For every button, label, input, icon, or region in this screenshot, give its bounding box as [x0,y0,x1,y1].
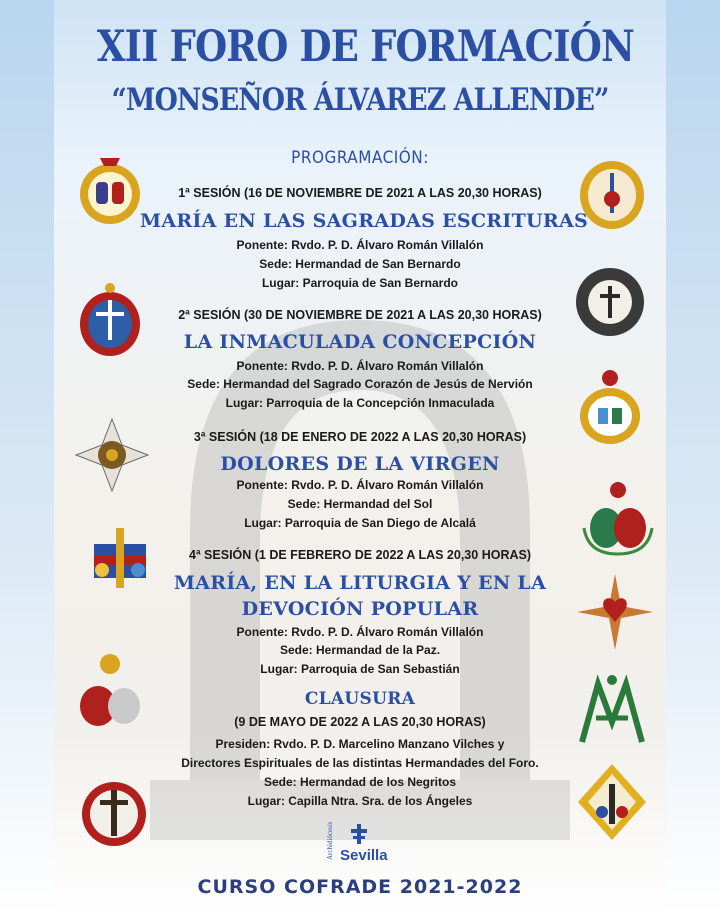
clausura-presiden-line1: Presiden: Rvdo. P. D. Marcelino Manzano Vilches y [215,737,505,751]
right-border [666,0,720,916]
crest-san-bernardo-icon [70,150,150,230]
crest-concepcion-icon [570,368,650,448]
clausura-lugar: Lugar: Capilla Ntra. Sra. de los Ángeles [247,794,473,808]
session-2-title: LA INMACULADA CONCEPCIÓN [183,331,537,353]
crest-sacred-heart-icon [575,572,655,652]
session-4-lugar: Lugar: Parroquia de San Sebastián [260,662,460,676]
crest-sun-cross-icon [570,262,650,342]
crest-negritos-icon [74,770,154,850]
clausura-sede: Sede: Hermandad de los Negritos [263,775,457,789]
session-4-date: 4ª SESIÓN (1 DE FEBRERO DE 2022 A LAS 20,30 HORAS) [189,548,531,562]
poster-subtitle: “MONSEÑOR ÁLVAREZ ALLENDE” [111,82,609,118]
programacion-heading: PROGRAMACIÓN: [291,148,429,168]
crest-marian-monogram-icon [572,672,652,752]
crest-san-sebastian-icon [70,650,150,730]
archdiocese-sevilla-logo [326,822,396,866]
crest-sagrado-corazon-icon [70,280,150,360]
clausura-date: (9 DE MAYO DE 2022 A LAS 20,30 HORAS) [234,715,486,729]
session-4-title-line1: MARÍA, EN LA LITURGIA Y EN LA [173,572,547,594]
session-4-sede: Sede: Hermandad de la Paz. [279,643,441,657]
session-3-ponente: Ponente: Rvdo. P. D. Álvaro Román Villalón [236,478,484,492]
session-1-ponente: Ponente: Rvdo. P. D. Álvaro Román Villalón [236,238,484,252]
session-2-date: 2ª SESIÓN (30 DE NOVIEMBRE DE 2021 A LAS 20,30 HORAS) [178,308,542,322]
crest-angeles-icon [572,762,652,842]
logo-text: Sevilla [340,847,388,864]
session-3-sede: Sede: Hermandad del Sol [287,497,433,511]
crest-right-1-icon [572,155,652,235]
session-1-title: MARÍA EN LAS SAGRADAS ESCRITURAS [140,210,589,232]
session-3-title: DOLORES DE LA VIRGEN [220,453,500,475]
session-1-date: 1ª SESIÓN (16 DE NOVIEMBRE DE 2021 A LAS 20,30 HORAS) [178,186,542,200]
session-2-lugar: Lugar: Parroquia de la Concepción Inmaculada [225,396,495,410]
session-1-sede: Sede: Hermandad de San Bernardo [259,257,461,271]
session-2-ponente: Ponente: Rvdo. P. D. Álvaro Román Villalón [236,359,484,373]
poster-title: XII FORO DE FORMACIÓN [96,22,634,72]
logo-small-text: Archidiócesis [326,822,334,860]
crest-paz-icon [80,520,160,600]
crest-dolores-icon [578,478,658,558]
session-3-lugar: Lugar: Parroquia de San Diego de Alcalá [244,516,476,530]
session-4-ponente: Ponente: Rvdo. P. D. Álvaro Román Villalón [236,625,484,639]
footer-course-title: CURSO COFRADE 2021-2022 [197,876,523,898]
session-3-date: 3ª SESIÓN (18 DE ENERO DE 2022 A LAS 20,30 HORAS) [193,430,527,444]
session-2-sede: Sede: Hermandad del Sagrado Corazón de Jesús de Nervión [187,377,533,391]
left-border [0,0,54,916]
clausura-title: CLAUSURA [304,689,416,709]
session-1-lugar: Lugar: Parroquia de San Bernardo [261,276,459,290]
crest-sol-icon [72,415,152,495]
clausura-presiden-line2: Directores Espirituales de las distintas Hermandades del Foro. [181,756,539,770]
session-4-title-line2: DEVOCIÓN POPULAR [241,598,479,620]
